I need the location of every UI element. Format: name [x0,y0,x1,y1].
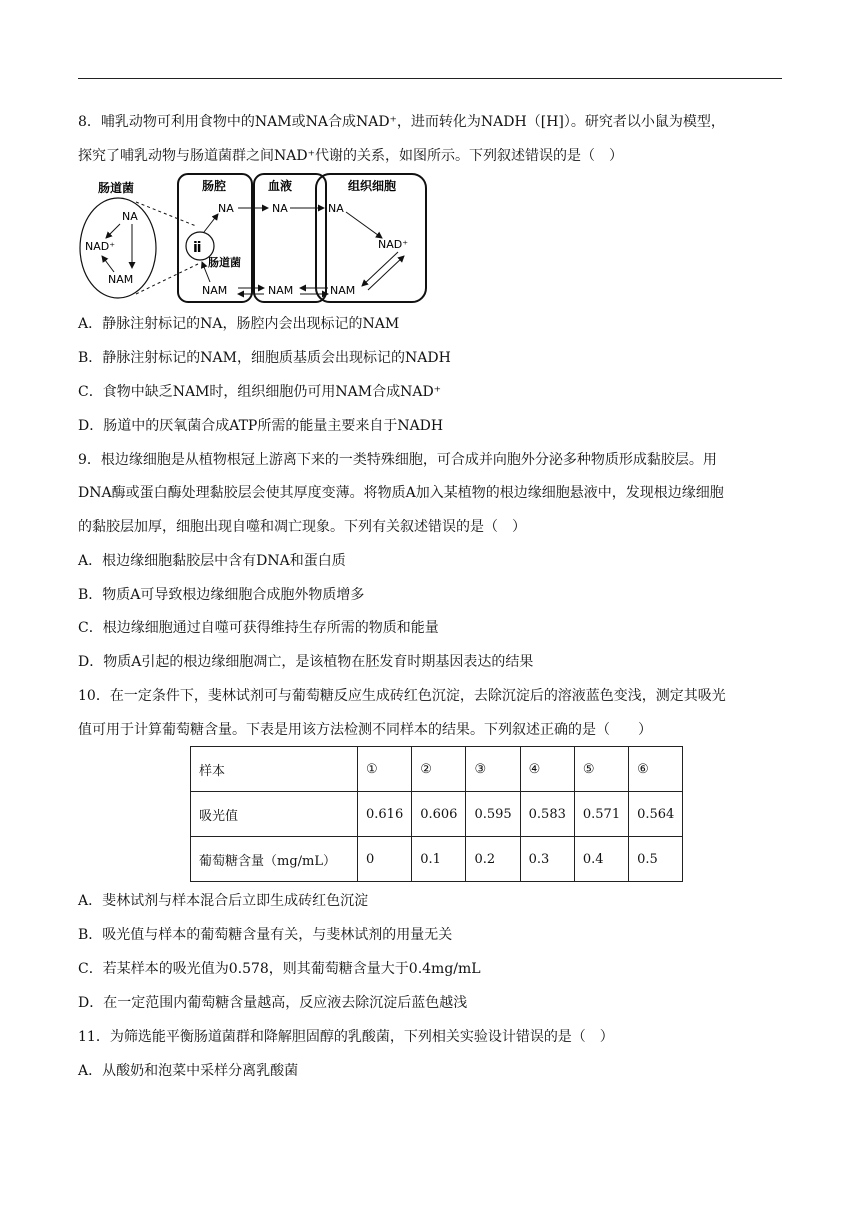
table-cell: ② [412,747,466,792]
table-cell: 0.4 [574,837,628,882]
table-cell: 0.564 [629,792,683,837]
q9-option-b: B．物质A可导致根边缘细胞合成胞外物质增多 [78,587,365,603]
tissue-arrow-nad-nam [362,252,398,286]
table-row [191,792,683,837]
bact-arrow-na-nad [106,224,120,238]
bacteria-title: 肠道菌 [98,181,135,195]
table-cell: 0.3 [520,837,574,882]
q8-option-c: C．食物中缺乏NAM时，组织细胞仍可用NAM合成NAD⁺ [78,384,442,400]
table-row [191,747,683,792]
table-row-label: 葡萄糖含量（mg/mL） [191,837,358,882]
header-rule [78,78,782,79]
q10-option-d: D．在一定范围内葡萄糖含量越高，反应液去除沉淀后蓝色越浅 [78,995,468,1011]
blood-na: NA [272,202,288,215]
bact-nam: NAM [108,273,134,286]
intestine-title: 肠腔 [202,179,227,193]
q11-stem-line-1: 11．为筛选能平衡肠道菌群和降解胆固醇的乳酸菌，下列相关实验设计错误的是（ ） [78,1029,614,1045]
bacterium-glyph: ⅱ [193,240,202,256]
tissue-title: 组织细胞 [348,179,397,193]
inner-bacteria-label: 肠道菌 [208,256,241,269]
bact-na: NA [122,210,138,223]
blood-title: 血液 [268,179,293,193]
table-cell: ③ [466,747,520,792]
glucose-data-table [190,746,683,882]
table-cell: 0.571 [574,792,628,837]
table-cell: 0.595 [466,792,520,837]
int-arrow-bact-na [204,214,218,232]
q11-option-a: A．从酸奶和泡菜中采样分离乳酸菌 [78,1063,299,1079]
q8-option-b: B．静脉注射标记的NAM，细胞质基质会出现标记的NADH [78,350,451,366]
table-cell: 0.606 [412,792,466,837]
table-cell: 0.583 [520,792,574,837]
table-cell: 0.1 [412,837,466,882]
table-cell: ④ [520,747,574,792]
q9-option-d: D．物质A引起的根边缘细胞凋亡，是该植物在胚发育时期基因表达的结果 [78,654,534,670]
table-cell: 0 [358,837,412,882]
table-cell: ⑤ [574,747,628,792]
table-row-label: 吸光值 [191,792,358,837]
q9-option-a: A．根边缘细胞黏胶层中含有DNA和蛋白质 [78,553,346,569]
q9-stem-line-3: 的黏胶层加厚，细胞出现自噬和凋亡现象。下列有关叙述错误的是（ ） [78,519,526,535]
table-row-label: 样本 [191,747,358,792]
tissue-nad: NAD⁺ [378,238,409,251]
q10-stem-line-2: 值可用于计算葡萄糖含量。下表是用该方法检测不同样本的结果。下列叙述正确的是（ ） [78,722,652,738]
q10-option-c: C．若某样本的吸光值为0.578，则其葡萄糖含量大于0.4mg/mL [78,961,481,977]
int-na: NA [218,202,234,215]
table-cell: 0.2 [466,837,520,882]
table-cell: ① [358,747,412,792]
tissue-na: NA [328,202,344,215]
q9-stem-line-2: DNA酶或蛋白酶处理黏胶层会使其厚度变薄。将物质A加入某植物的根边缘细胞悬液中，发现根边缘细胞 [78,485,724,501]
q8-option-d: D．肠道中的厌氧菌合成ATP所需的能量主要来自于NADH [78,418,444,434]
q10-stem-line-1: 10．在一定条件下，斐林试剂可与葡萄糖反应生成砖红色沉淀，去除沉淀后的溶液蓝色变浅，测定其吸光 [78,688,726,704]
int-nam: NAM [202,284,228,297]
q10-option-a: A．斐林试剂与样本混合后立即生成砖红色沉淀 [78,893,369,909]
bact-arrow-nam-nad [102,256,114,272]
q9-stem-line-1: 9．根边缘细胞是从植物根冠上游离下来的一类特殊细胞，可合成并向胞外分泌多种物质形成黏胶层。用 [78,452,717,468]
q9-option-c: C．根边缘细胞通过自噬可获得维持生存所需的物质和能量 [78,620,439,636]
bact-nad: NAD⁺ [85,240,116,253]
q8-stem-line-2: 探究了哺乳动物与肠道菌群之间NAD⁺代谢的关系，如图所示。下列叙述错误的是（ ） [78,148,623,164]
zoom-line-top [136,202,196,226]
blood-nam: NAM [268,284,294,297]
table-cell: 0.5 [629,837,683,882]
tissue-nam: NAM [330,284,356,297]
q8-option-a: A．静脉注射标记的NA，肠腔内会出现标记的NAM [78,316,400,332]
tissue-box [316,174,426,302]
q8-stem-line-1: 8．哺乳动物可利用食物中的NAM或NA合成NAD⁺，进而转化为NADH（[H]）。研究者以小鼠为模型， [78,114,725,130]
table-cell: ⑥ [629,747,683,792]
q10-option-b: B．吸光值与样本的葡萄糖含量有关，与斐林试剂的用量无关 [78,927,453,943]
nad-metabolism-diagram [78,170,438,306]
tissue-arrow-na-nad [346,212,382,238]
table-cell: 0.616 [358,792,412,837]
tissue-arrow-nam-nad [368,256,404,290]
table-row [191,837,683,882]
zoom-line-bottom [136,264,198,294]
